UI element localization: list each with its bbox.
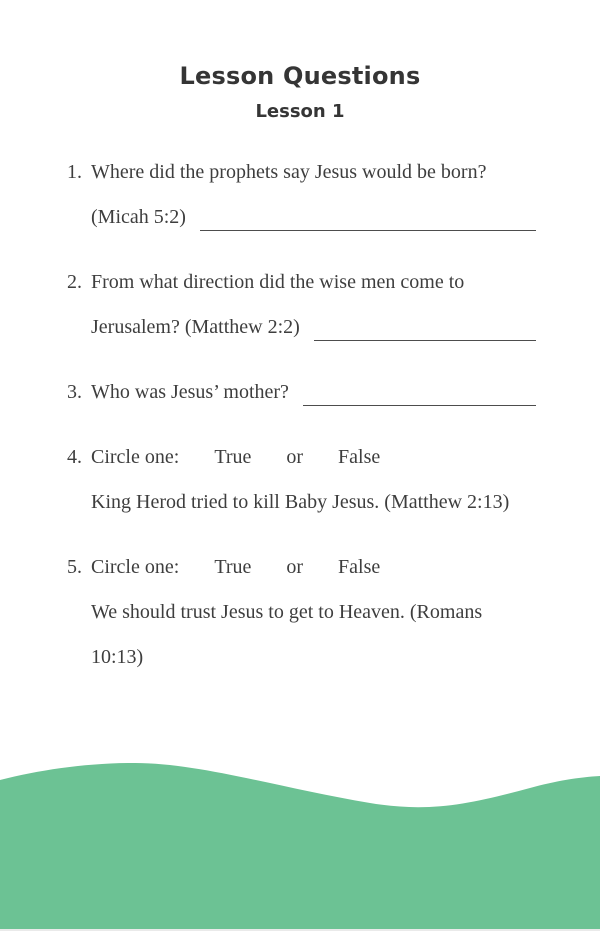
question-number: 5. xyxy=(67,556,82,578)
choice-option: True xyxy=(214,446,252,468)
question-line xyxy=(91,195,536,240)
page-header xyxy=(0,0,600,122)
question-text: Where did the prophets say Jesus would be born? xyxy=(91,161,487,183)
question-number: 1. xyxy=(67,161,82,183)
question-body xyxy=(91,260,536,350)
question-text: 10:13) xyxy=(91,646,144,668)
question-text: Jerusalem? (Matthew 2:2) xyxy=(91,316,300,338)
question-text: From what direction did the wise men come to xyxy=(91,271,465,293)
questions-list xyxy=(67,150,536,680)
question-line xyxy=(91,635,536,680)
choice-option: True xyxy=(214,556,252,578)
question-line xyxy=(91,260,536,305)
choice-option: or xyxy=(286,446,304,468)
question-text: Who was Jesus’ mother? xyxy=(91,381,289,403)
question-text: We should trust Jesus to get to Heaven. (Romans xyxy=(91,601,483,623)
question-body xyxy=(91,150,536,240)
answer-blank xyxy=(303,405,536,406)
question-text: King Herod tried to kill Baby Jesus. (Matthew 2:13) xyxy=(91,491,510,513)
question-number: 4. xyxy=(67,446,82,468)
question-body xyxy=(91,435,536,525)
question-line xyxy=(91,545,536,590)
question-item xyxy=(67,435,536,525)
question-line xyxy=(91,150,536,195)
question-item xyxy=(67,150,536,240)
question-line xyxy=(91,435,536,480)
answer-blank xyxy=(314,340,536,341)
question-body xyxy=(91,370,536,415)
question-line xyxy=(91,305,536,350)
question-line xyxy=(91,590,536,635)
question-item xyxy=(67,545,536,680)
choice-option: False xyxy=(338,556,381,578)
choice-option: or xyxy=(286,556,304,578)
choice-prompt: Circle one: xyxy=(91,556,180,578)
question-body xyxy=(91,545,536,680)
question-item xyxy=(67,260,536,350)
footer-wave xyxy=(0,720,600,931)
question-item xyxy=(67,370,536,415)
choice-option: False xyxy=(338,446,381,468)
footer-wave-shape xyxy=(0,763,600,931)
question-line xyxy=(91,480,536,525)
question-text: (Micah 5:2) xyxy=(91,206,186,228)
choice-prompt: Circle one: xyxy=(91,446,180,468)
question-line xyxy=(91,370,536,415)
question-number: 3. xyxy=(67,381,82,403)
lesson-subtitle: Lesson 1 xyxy=(255,101,345,122)
question-number: 2. xyxy=(67,271,82,293)
answer-blank xyxy=(200,230,536,231)
page-title: Lesson Questions xyxy=(179,62,421,90)
